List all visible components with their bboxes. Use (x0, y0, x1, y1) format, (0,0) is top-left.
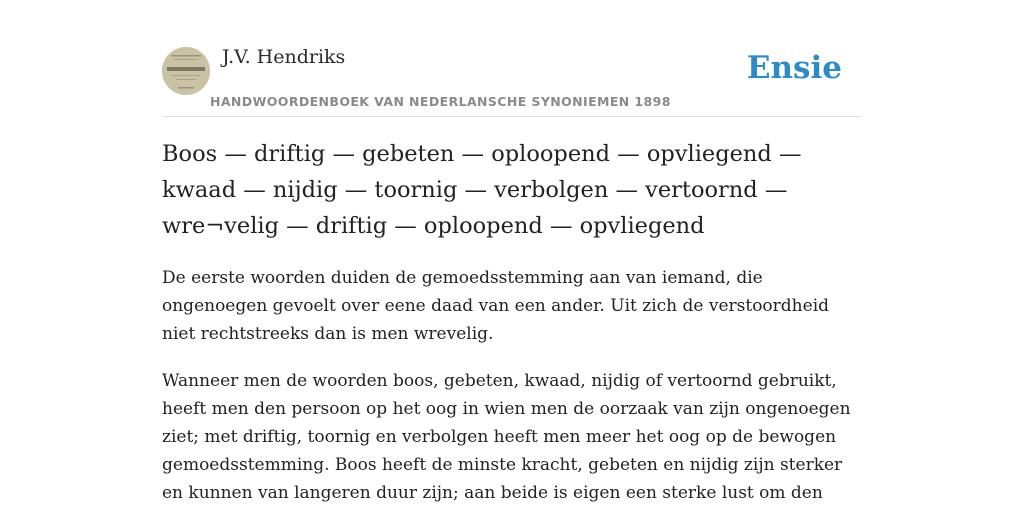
ensie-logo[interactable]: Ensie (746, 50, 842, 86)
author-name[interactable]: J.V. Hendriks (222, 46, 346, 68)
book-cover-icon[interactable] (162, 47, 210, 95)
article-body (162, 136, 862, 507)
article-header (162, 44, 862, 117)
paragraph-2: Wanneer men de woorden boos, gebeten, kwaad, nijdig of vertoornd gebruikt, heeft men den persoon op het oog in wien men de oorzaak van zijn ongenoegen ziet; met driftig, toornig en verbolgen heeft men meer het oog op de bewogen gemoedsstemming. Boos heeft de minste kracht, gebeten en nijdig zijn sterker en kunnen van langeren duur zijn; aan beide is eigen een sterke lust om den (162, 371, 851, 503)
source-title[interactable]: HANDWOORDENBOEK VAN NEDERLANSCHE SYNONIEMEN 1898 (210, 94, 671, 109)
paragraph-1: De eerste woorden duiden de gemoedsstemming aan van iemand, die ongenoegen gevoelt over eene daad van een ander. Uit zich de verstoordheid niet rechtstreeks dan is men wrevelig. (162, 268, 830, 344)
entry-title: Boos — driftig — gebeten — oploopend — opvliegend — kwaad — nijdig — toornig — verbolgen — vertoornd — wre¬velig — driftig — oploopend — opvliegend (162, 141, 802, 239)
